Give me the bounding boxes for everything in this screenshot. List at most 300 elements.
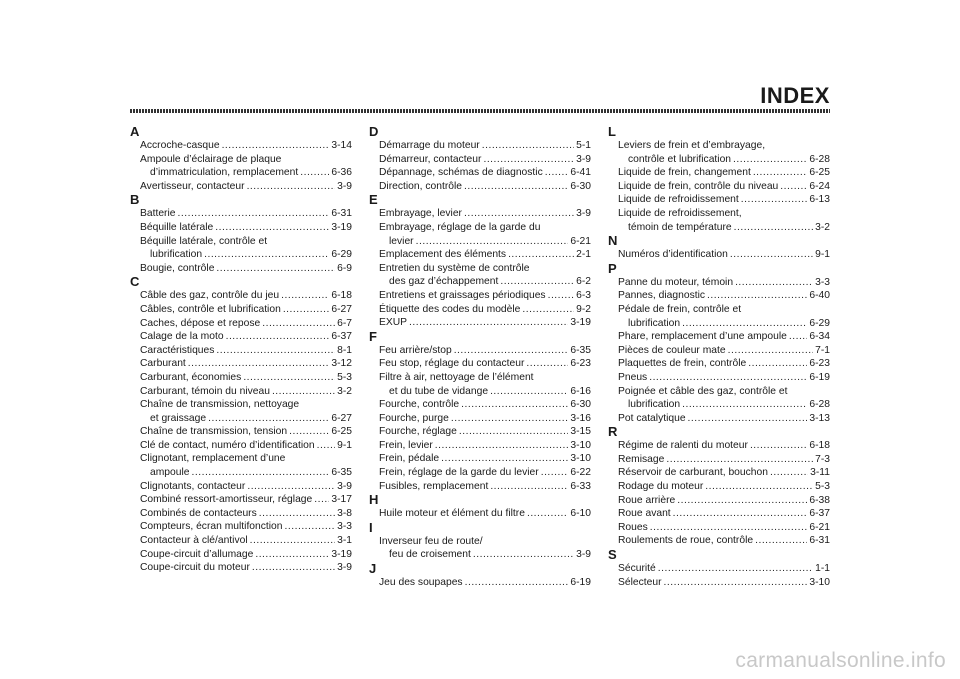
index-entry-leader [216,262,335,276]
index-entry [130,357,352,371]
index-entry-page: 6-30 [570,399,591,411]
index-entry-continuation: des gaz d’échappement [389,276,499,288]
index-entry-text: Béquille latérale [140,221,214,233]
index-entry [608,521,830,535]
index-entry [130,480,352,494]
index-entry [130,303,352,317]
index-entry-text: Leviers de frein et d’embrayage, [618,140,766,151]
index-entry [130,548,352,562]
index-entry-page: 6-19 [570,577,591,589]
index-entry-leader [748,357,807,371]
index-entry [608,166,830,180]
index-entry-page: 6-34 [809,331,830,343]
index-letter-heading: A [130,124,140,139]
index-entry-page: 6-40 [809,290,830,302]
index-entry-page: 3-9 [337,180,352,192]
index-entry-leader [255,548,329,562]
index-entry [369,357,591,371]
index-entry-page: 3-1 [337,535,352,547]
index-entry-page: 6-30 [570,180,591,192]
index-entry-text: Embrayage, levier [379,208,462,220]
index-entry-text: Béquille latérale, contrôle et [140,235,268,247]
index-entry-leader [780,180,807,194]
index-entry [130,153,352,180]
index-entry-page: 6-18 [809,440,830,452]
index-entry-leader [314,493,329,507]
index-entry-leader [226,330,330,344]
index-entry [130,493,352,507]
index-entry-page: 3-8 [337,507,352,519]
index-entry-leader [482,139,574,153]
index-entry-page: 6-9 [337,262,352,274]
index-entry-text: Panne du moteur, témoin [618,276,734,288]
index-entry [608,330,830,344]
index-entry-page: 6-31 [331,208,352,220]
index-entry-page: 9-2 [576,303,591,315]
index-entry-page: 6-25 [809,167,830,179]
index-entry-leader [658,562,813,576]
index-entry-page: 6-23 [570,358,591,370]
index-entry-text: Fourche, réglage [379,426,457,438]
index-entry-text: Frein, réglage de la garde du levier [379,467,539,479]
index-entry-leader [789,330,808,344]
index-letter-heading: D [369,124,379,139]
index-entry-page: 6-7 [337,317,352,329]
index-entry-page: 3-19 [331,221,352,233]
index-entry-text: Roue avant [618,508,671,520]
index-entry-text: Batterie [140,208,176,220]
index-entry-page: 5-3 [337,371,352,383]
index-entry [369,439,591,453]
index-entry-leader [461,398,568,412]
index-column-1 [130,125,352,575]
index-entry-leader [283,303,330,317]
index-entry-page: 6-27 [331,303,352,315]
index-entry [369,480,591,494]
index-entry [130,317,352,331]
index-entry [608,453,830,467]
index-entry-page: 3-10 [809,576,830,588]
index-entry-page: 6-23 [809,358,830,370]
index-entry [369,398,591,412]
index-entry-leader [753,166,808,180]
index-entry [130,139,352,153]
index-entry [130,398,352,425]
index-entry-page: 3-9 [576,208,591,220]
index-entry [130,371,352,385]
index-entry [608,344,830,358]
index-entry-text: Câble des gaz, contrôle du jeu [140,290,280,302]
index-entry [608,562,830,576]
index-entry-text: Entretiens et graissages périodiques [379,289,546,301]
index-entry-leader [300,166,329,180]
index-entry-text: Feu arrière/stop [379,344,452,356]
index-entry-leader [483,153,574,167]
index-entry [608,494,830,508]
index-entry-leader [250,534,336,548]
index-entry-text: Entretien du système de contrôle [379,262,530,274]
index-entry-leader [666,453,813,467]
index-entry [369,452,591,466]
index-entry-page: 6-13 [809,194,830,206]
index-letter-heading: N [608,233,618,249]
index-entry [369,466,591,480]
index-entry [369,425,591,439]
index-entry-text: Roues [618,521,648,533]
index-entry-leader [527,507,568,521]
index-entry-text: Numéros d’identification [618,249,728,261]
index-entry-page: 6-29 [331,249,352,261]
index-entry-leader [222,139,330,153]
index-entry-text: Roulements de roue, contrôle [618,535,754,547]
index-entry-text: Rodage du moteur [618,481,704,493]
index-entry-leader [204,248,329,262]
index-entry-text: Chaîne de transmission, nettoyage [140,399,300,411]
index-entry-text: Sélecteur [618,576,662,588]
index-entry-page: 3-19 [570,317,591,329]
index-entry [608,371,830,385]
index-entry-leader [526,357,568,371]
index-entry-text: Chaîne de transmission, tension [140,426,288,438]
index-entry-page: 9-1 [815,249,830,261]
index-letter-heading: R [608,424,618,440]
index-entry-text: Fourche, contrôle [379,399,460,411]
index-entry-leader [728,344,814,358]
index-letter-heading: E [369,192,378,208]
index-entry-page: 6-31 [809,535,830,547]
index-entry-continuation: témoin de température [628,221,732,233]
index-entry-leader [281,289,329,303]
index-entry-leader [755,534,807,548]
index-entry-leader [464,180,568,194]
index-entry [130,507,352,521]
index-entry [369,576,591,590]
index-entry [608,507,830,521]
index-entry-leader [252,561,335,575]
index-entry-text: Avertisseur, contacteur [140,180,245,192]
index-entry-continuation: et graissage [150,412,207,424]
index-entry [608,180,830,194]
index-entry [369,166,591,180]
index-letter-heading: S [608,547,617,563]
index-entry-page: 6-28 [809,399,830,411]
index-entry-leader [441,452,568,466]
index-entry-page: 3-9 [576,153,591,165]
index-entry [608,289,830,303]
index-entry-leader [451,412,569,426]
index-entry [369,344,591,358]
index-entry-text: Embrayage, réglage de la garde du [379,221,541,233]
index-entry-text: Compteurs, écran multifonction [140,521,283,533]
index-entry [369,262,591,289]
index-entry-page: 6-35 [570,344,591,356]
index-entry-page: 6-35 [331,467,352,479]
index-entry-continuation: feu de croisement [389,549,471,561]
index-entry-page: 6-21 [570,235,591,247]
index-entry-text: Roue arrière [618,494,676,506]
index-entry-text: Pédale de frein, contrôle et [618,303,742,315]
index-entry-page: 6-22 [570,467,591,479]
page-title: INDEX [760,83,830,108]
index-entry-page: 6-28 [809,153,830,165]
index-entry-page: 6-24 [809,180,830,192]
index-entry-leader [178,207,330,221]
index-entry [608,439,830,453]
index-letter-heading: H [369,492,379,508]
index-entry-page: 3-12 [331,358,352,370]
index-entry-leader [664,576,808,590]
index-entry-page: 6-3 [576,289,591,301]
index-entry-text: Carburant, économies [140,371,242,383]
index-entry-text: Contacteur à clé/antivol [140,535,248,547]
index-entry-text: Clignotants, contacteur [140,480,246,492]
index-entry [130,439,352,453]
index-letter-heading: J [369,561,377,577]
index-entry-leader [682,398,807,412]
index-entry-page: 6-18 [331,290,352,302]
index-entry [369,535,591,562]
index-letter-heading: L [608,124,616,139]
index-entry [130,385,352,399]
index-entry-page: 7-3 [815,453,830,465]
index-entry-leader [730,248,813,262]
index-entry-page: 3-11 [810,467,830,479]
index-entry [608,193,830,207]
index-column-3 [608,125,830,589]
index-entry-text: EXUP [379,317,408,329]
index-entry-text: Démarreur, contacteur [379,153,482,165]
index-entry-continuation: lubrification [628,317,681,329]
index-entry-page: 6-19 [809,371,830,383]
index-entry-page: 3-2 [815,221,830,233]
index-entry-page: 3-10 [570,439,591,451]
index-entry-text: Câbles, contrôle et lubrification [140,303,281,315]
index-entry-continuation: d’immatriculation, remplacement [150,167,299,179]
index-entry-text: Démarrage du moteur [379,140,480,151]
index-entry-text: Filtre à air, nettoyage de l’élément [379,371,534,383]
index-entry [130,452,352,479]
index-entry-text: Direction, contrôle [379,180,462,192]
index-column-2 [369,125,591,590]
index-entry-continuation: levier [389,235,414,247]
index-entry-text: Combiné ressort-amortisseur, réglage [140,494,313,506]
index-entry-text: Dépannage, schémas de diagnostic [379,167,543,179]
index-entry-page: 5-1 [576,140,591,151]
index-entry-page: 8-1 [337,344,352,356]
index-entry-text: Bougie, contrôle [140,262,215,274]
index-entry-page: 6-21 [809,521,830,533]
index-entry [369,139,591,153]
index-entry-text: Pièces de couleur mate [618,344,726,356]
index-entry-text: Coupe-circuit du moteur [140,562,250,574]
index-entry-text: Frein, pédale [379,453,440,465]
index-entry-leader [243,371,335,385]
index-entry-page: 1-1 [815,563,830,575]
index-entry-page: 6-2 [576,276,591,288]
index-entry-leader [734,221,814,235]
index-entry-leader [409,316,568,330]
index-entry [608,534,830,548]
index-entry [130,561,352,575]
index-entry-text: Régime de ralenti du moteur [618,440,748,452]
index-entry-leader [435,439,569,453]
index-entry-leader [508,248,574,262]
header-rule [130,109,830,113]
index-entry-leader [548,289,575,303]
index-entry-text: Clé de contact, numéro d’identification [140,439,315,451]
index-entry-text: Étiquette des codes du modèle [379,303,521,315]
index-entry-text: Fourche, purge [379,412,449,424]
index-entry-leader [541,466,569,480]
index-entry [369,221,591,248]
index-entry-leader [682,317,807,331]
index-entry-leader [522,303,574,317]
index-entry-leader [649,371,807,385]
index-entry-continuation: et du tube de vidange [389,385,489,397]
index-entry [608,139,830,166]
index-entry-leader [464,207,574,221]
index-entry-page: 5-3 [815,481,830,493]
index-entry [369,303,591,317]
index-entry-page: 3-2 [337,385,352,397]
index-entry-text: Emplacement des éléments [379,249,507,261]
index-entry [130,180,352,194]
index-entry-leader [188,357,330,371]
index-entry-page: 6-41 [570,167,591,179]
index-entry-text: Accroche-casque [140,140,220,151]
index-entry-leader [459,425,569,439]
index-entry-text: Feu stop, réglage du contacteur [379,358,525,370]
index-entry-text: Liquide de refroidissement, [618,207,742,219]
index-entry-page: 3-9 [337,562,352,574]
index-entry-text: Ampoule d’éclairage de plaque [140,153,282,165]
index-entry [369,248,591,262]
index-entry [130,330,352,344]
index-entry [369,207,591,221]
index-entry-page: 3-14 [331,140,352,151]
index-entry [130,425,352,439]
index-entry [130,289,352,303]
index-entry-page: 3-16 [570,412,591,424]
index-entry-leader [289,425,329,439]
watermark: carmanualsonline.info [735,649,946,672]
index-entry [608,303,830,330]
index-entry-text: Jeu des soupapes [379,577,463,589]
index-entry-continuation: lubrification [628,399,681,411]
index-entry-continuation: contrôle et lubrification [628,153,732,165]
index-entry-page: 3-17 [331,494,352,506]
index-entry-text: Frein, levier [379,439,433,451]
index-entry-page: 6-29 [809,317,830,329]
index-entry [608,466,830,480]
index-entry-continuation: ampoule [150,467,190,479]
index-letter-heading: B [130,192,140,208]
index-entry-text: Liquide de frein, contrôle du niveau [618,180,779,192]
index-entry-text: Clignotant, remplacement d’une [140,453,286,465]
index-entry-page: 3-19 [331,548,352,560]
index-entry-leader [465,576,569,590]
index-entry-text: Coupe-circuit d’allumage [140,548,254,560]
index-entry-page: 6-37 [809,508,830,520]
index-entry-leader [490,385,568,399]
index-entry-page: 3-15 [570,426,591,438]
index-entry [369,180,591,194]
index-entry-leader [416,235,569,249]
index-entry-text: Liquide de frein, changement [618,167,751,179]
index-entry-text: Sécurité [618,563,656,575]
index-entry-leader [454,344,569,358]
index-entry-continuation: lubrification [150,249,203,261]
index-entry-text: Huile moteur et élément du filtre [379,508,525,520]
index-entry-leader [215,221,329,235]
index-entry [369,153,591,167]
index-entry-leader [192,466,330,480]
index-entry-page: 6-16 [570,385,591,397]
index-entry [130,207,352,221]
index-entry-leader [750,439,807,453]
index-entry-text: Pot catalytique [618,412,686,424]
index-entry-text: Inverseur feu de route/ [379,535,483,547]
index-entry-leader [735,276,813,290]
index-entry-page: 3-3 [337,521,352,533]
index-entry-text: Calage de la moto [140,331,224,343]
index-entry-leader [317,439,336,453]
index-entry-page: 6-37 [331,331,352,343]
index-entry-text: Pneus [618,371,648,383]
index-entry-leader [688,412,808,426]
index-entry-page: 6-33 [570,480,591,492]
index-entry-text: Phare, remplacement d’une ampoule [618,331,787,343]
index-entry-leader [285,520,336,534]
index-entry-page: 6-27 [331,412,352,424]
index-entry [369,316,591,330]
index-entry-leader [545,166,569,180]
index-entry-text: Réservoir de carburant, bouchon [618,467,768,479]
index-entry-page: 7-1 [815,344,830,356]
index-entry-leader [733,153,807,167]
index-entry-text: Plaquettes de frein, contrôle [618,358,747,370]
index-entry-page: 3-10 [570,453,591,465]
index-entry [369,371,591,398]
index-letter-heading: P [608,260,617,276]
index-letter-heading: C [130,274,140,290]
index-entry [130,520,352,534]
index-entry-leader [770,466,808,480]
index-entry [608,207,830,234]
index-entry-page: 3-13 [809,412,830,424]
index-letter-heading: F [369,328,377,344]
index-entry-leader [490,480,568,494]
index-entry [130,262,352,276]
index-entry [608,576,830,590]
index-entry-leader [650,521,808,535]
index-entry-page: 3-9 [337,480,352,492]
index-entry [369,507,591,521]
index-entry-leader [677,494,807,508]
index-entry-leader [473,548,574,562]
index-entry-leader [208,412,329,426]
index-entry-text: Fusibles, remplacement [379,480,489,492]
index-entry-page: 2-1 [576,249,591,261]
index-entry-text: Carburant, témoin du niveau [140,385,270,397]
index-entry-text: Pannes, diagnostic [618,290,706,302]
index-entry-text: Carburant [140,358,186,370]
index-entry [130,344,352,358]
index-entry-leader [741,193,808,207]
index-entry-text: Remisage [618,453,665,465]
index-entry-page: 3-9 [576,549,591,561]
index-entry-page: 3-3 [815,276,830,288]
